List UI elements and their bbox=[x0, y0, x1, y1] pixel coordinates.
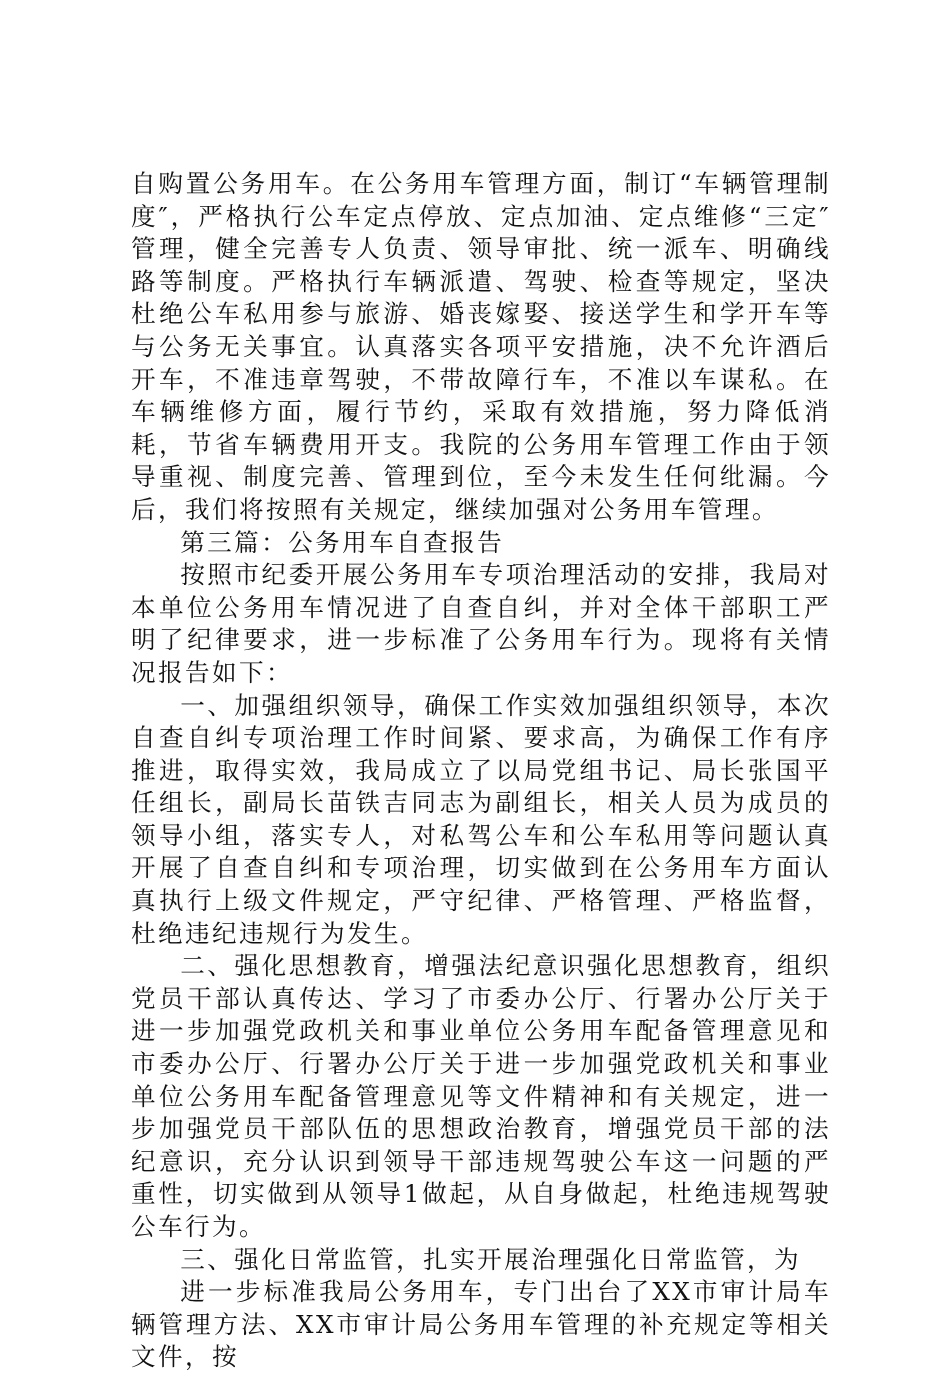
paragraph-regulations: 进一步标准我局公务用车，专门出台了XX市审计局车辆管理方法、XX市审计局公务用车管理的补充规定等相关文件，按 bbox=[131, 1277, 831, 1372]
paragraph-daily-supervision: 三、强化日常监管，扎实开展治理强化日常监管，为 bbox=[180, 1244, 802, 1274]
paragraph-organization-leadership: 一、加强组织领导，确保工作实效加强组织领导，本次自查自纠专项治理工作时间紧、要求高，为确保工作有序推进，取得实效，我局成立了以局党组书记、局长张国平任组长，副局长苗铁吉同志为副组长，相关人员为成员的领导小组，落实专人，对私驾公车和公车私用等问题认真开展了自查自纠和专项治理，切实做到在公务用车方面认真执行上级文件规定，严守纪律、严格管理、严格监督，杜绝违纪违规行为发生。 bbox=[131, 690, 831, 948]
paragraph-vehicle-management-summary: 自购置公务用车。在公务用车管理方面，制订“车辆管理制度″，严格执行公车定点停放、定点加油、定点维修“三定″管理，健全完善专人负责、领导审批、统一派车、明确线路等制度。严格执行车辆派遣、驾驶、检查等规定，坚决杜绝公车私用参与旅游、婚丧嫁娶、接送学生和学开车等与公务无关事宜。认真落实各项平安措施，决不允许酒后开车，不准违章驾驶，不带故障行车，不准以车谋私。在车辆维修方面，履行节约，采取有效措施，努力降低消耗，节省车辆费用开支。我院的公务用车管理工作由于领导重视、制度完善、管理到位，至今未发生任何纰漏。今后，我们将按照有关规定，继续加强对公务用车管理。 bbox=[131, 169, 831, 524]
section-heading-part-three: 第三篇：公务用车自查报告 bbox=[180, 527, 505, 557]
document-body bbox=[131, 168, 831, 1374]
paragraph-self-inspection-intro: 按照市纪委开展公务用车专项治理活动的安排，我局对本单位公务用车情况进了自查自纠，并对全体干部职工严明了纪律要求，进一步标准了公务用车行为。现将有关情况报告如下： bbox=[131, 560, 831, 687]
paragraph-ideological-education: 二、强化思想教育，增强法纪意识强化思想教育，组织党员干部认真传达、学习了市委办公厅、行署办公厅关于进一步加强党政机关和事业单位公务用车配备管理意见和市委办公厅、行署办公厅关于进一步加强党政机关和事业单位公务用车配备管理意见等文件精神和有关规定，进一步加强党员干部队伍的思想政治教育，增强党员干部的法纪意识，充分认识到领导干部违规驾驶公车这一问题的严重性，切实做到从领导1做起，从自身做起，杜绝违规驾驶公车行为。 bbox=[131, 951, 831, 1241]
